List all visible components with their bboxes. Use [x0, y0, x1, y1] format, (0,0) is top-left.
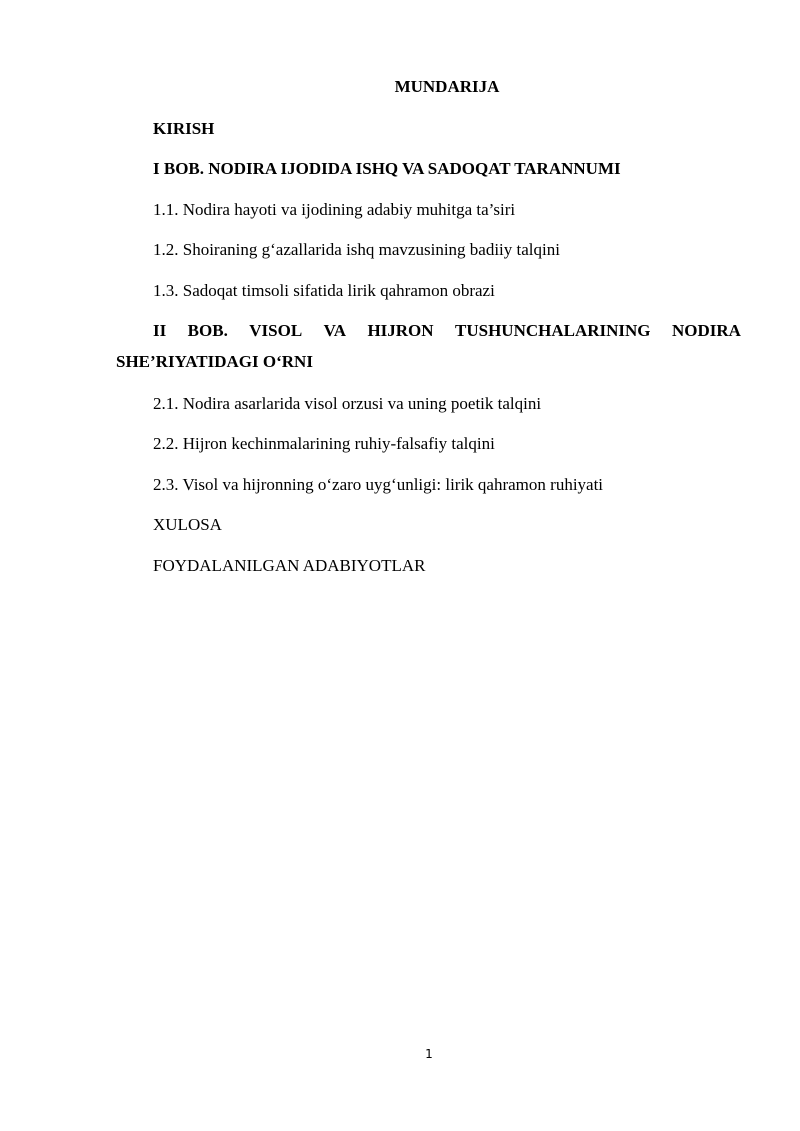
toc-entry-section-1-3: 1.3. Sadoqat timsoli sifatida lirik qahramon obrazi: [153, 281, 495, 300]
toc-entry-chapter-2: [153, 320, 741, 342]
chapter-2-word: HIJRON: [367, 321, 434, 340]
toc-entry-section-2-2: 2.2. Hijron kechinmalarining ruhiy-falsafiy talqini: [153, 434, 495, 453]
toc-entry-conclusion: XULOSA: [153, 515, 222, 534]
chapter-2-word: VISOL: [249, 321, 303, 340]
toc-entry-section-2-1: 2.1. Nodira asarlarida visol orzusi va uning poetik talqini: [153, 394, 542, 413]
page-number: 1: [425, 1047, 433, 1061]
toc-entry-section-2-3: 2.3. Visol va hijronning o‘zaro uyg‘unligi: lirik qahramon ruhiyati: [153, 475, 604, 494]
chapter-2-word: TUSHUNCHALARINING: [455, 321, 651, 340]
toc-entry-section-1-1: 1.1. Nodira hayoti va ijodining adabiy muhitga ta’siri: [153, 200, 516, 219]
chapter-2-word: BOB.: [187, 321, 228, 340]
toc-entry-intro: KIRISH: [153, 119, 215, 138]
toc-entry-section-1-2: 1.2. Shoiraning g‘azallarida ishq mavzusining badiiy talqini: [153, 240, 560, 259]
chapter-2-word: II: [153, 321, 167, 340]
toc-entry-chapter-1: I BOB. NODIRA IJODIDA ISHQ VA SADOQAT TARANNUMI: [153, 159, 621, 178]
chapter-2-word: VA: [323, 321, 346, 340]
toc-title: MUNDARIJA: [394, 77, 500, 96]
chapter-2-word: NODIRA: [671, 321, 741, 340]
toc-entry-references: FOYDALANILGAN ADABIYOTLAR: [153, 556, 426, 575]
toc-entry-chapter-2-continuation: SHE’RIYATIDAGI O‘RNI: [116, 352, 313, 371]
